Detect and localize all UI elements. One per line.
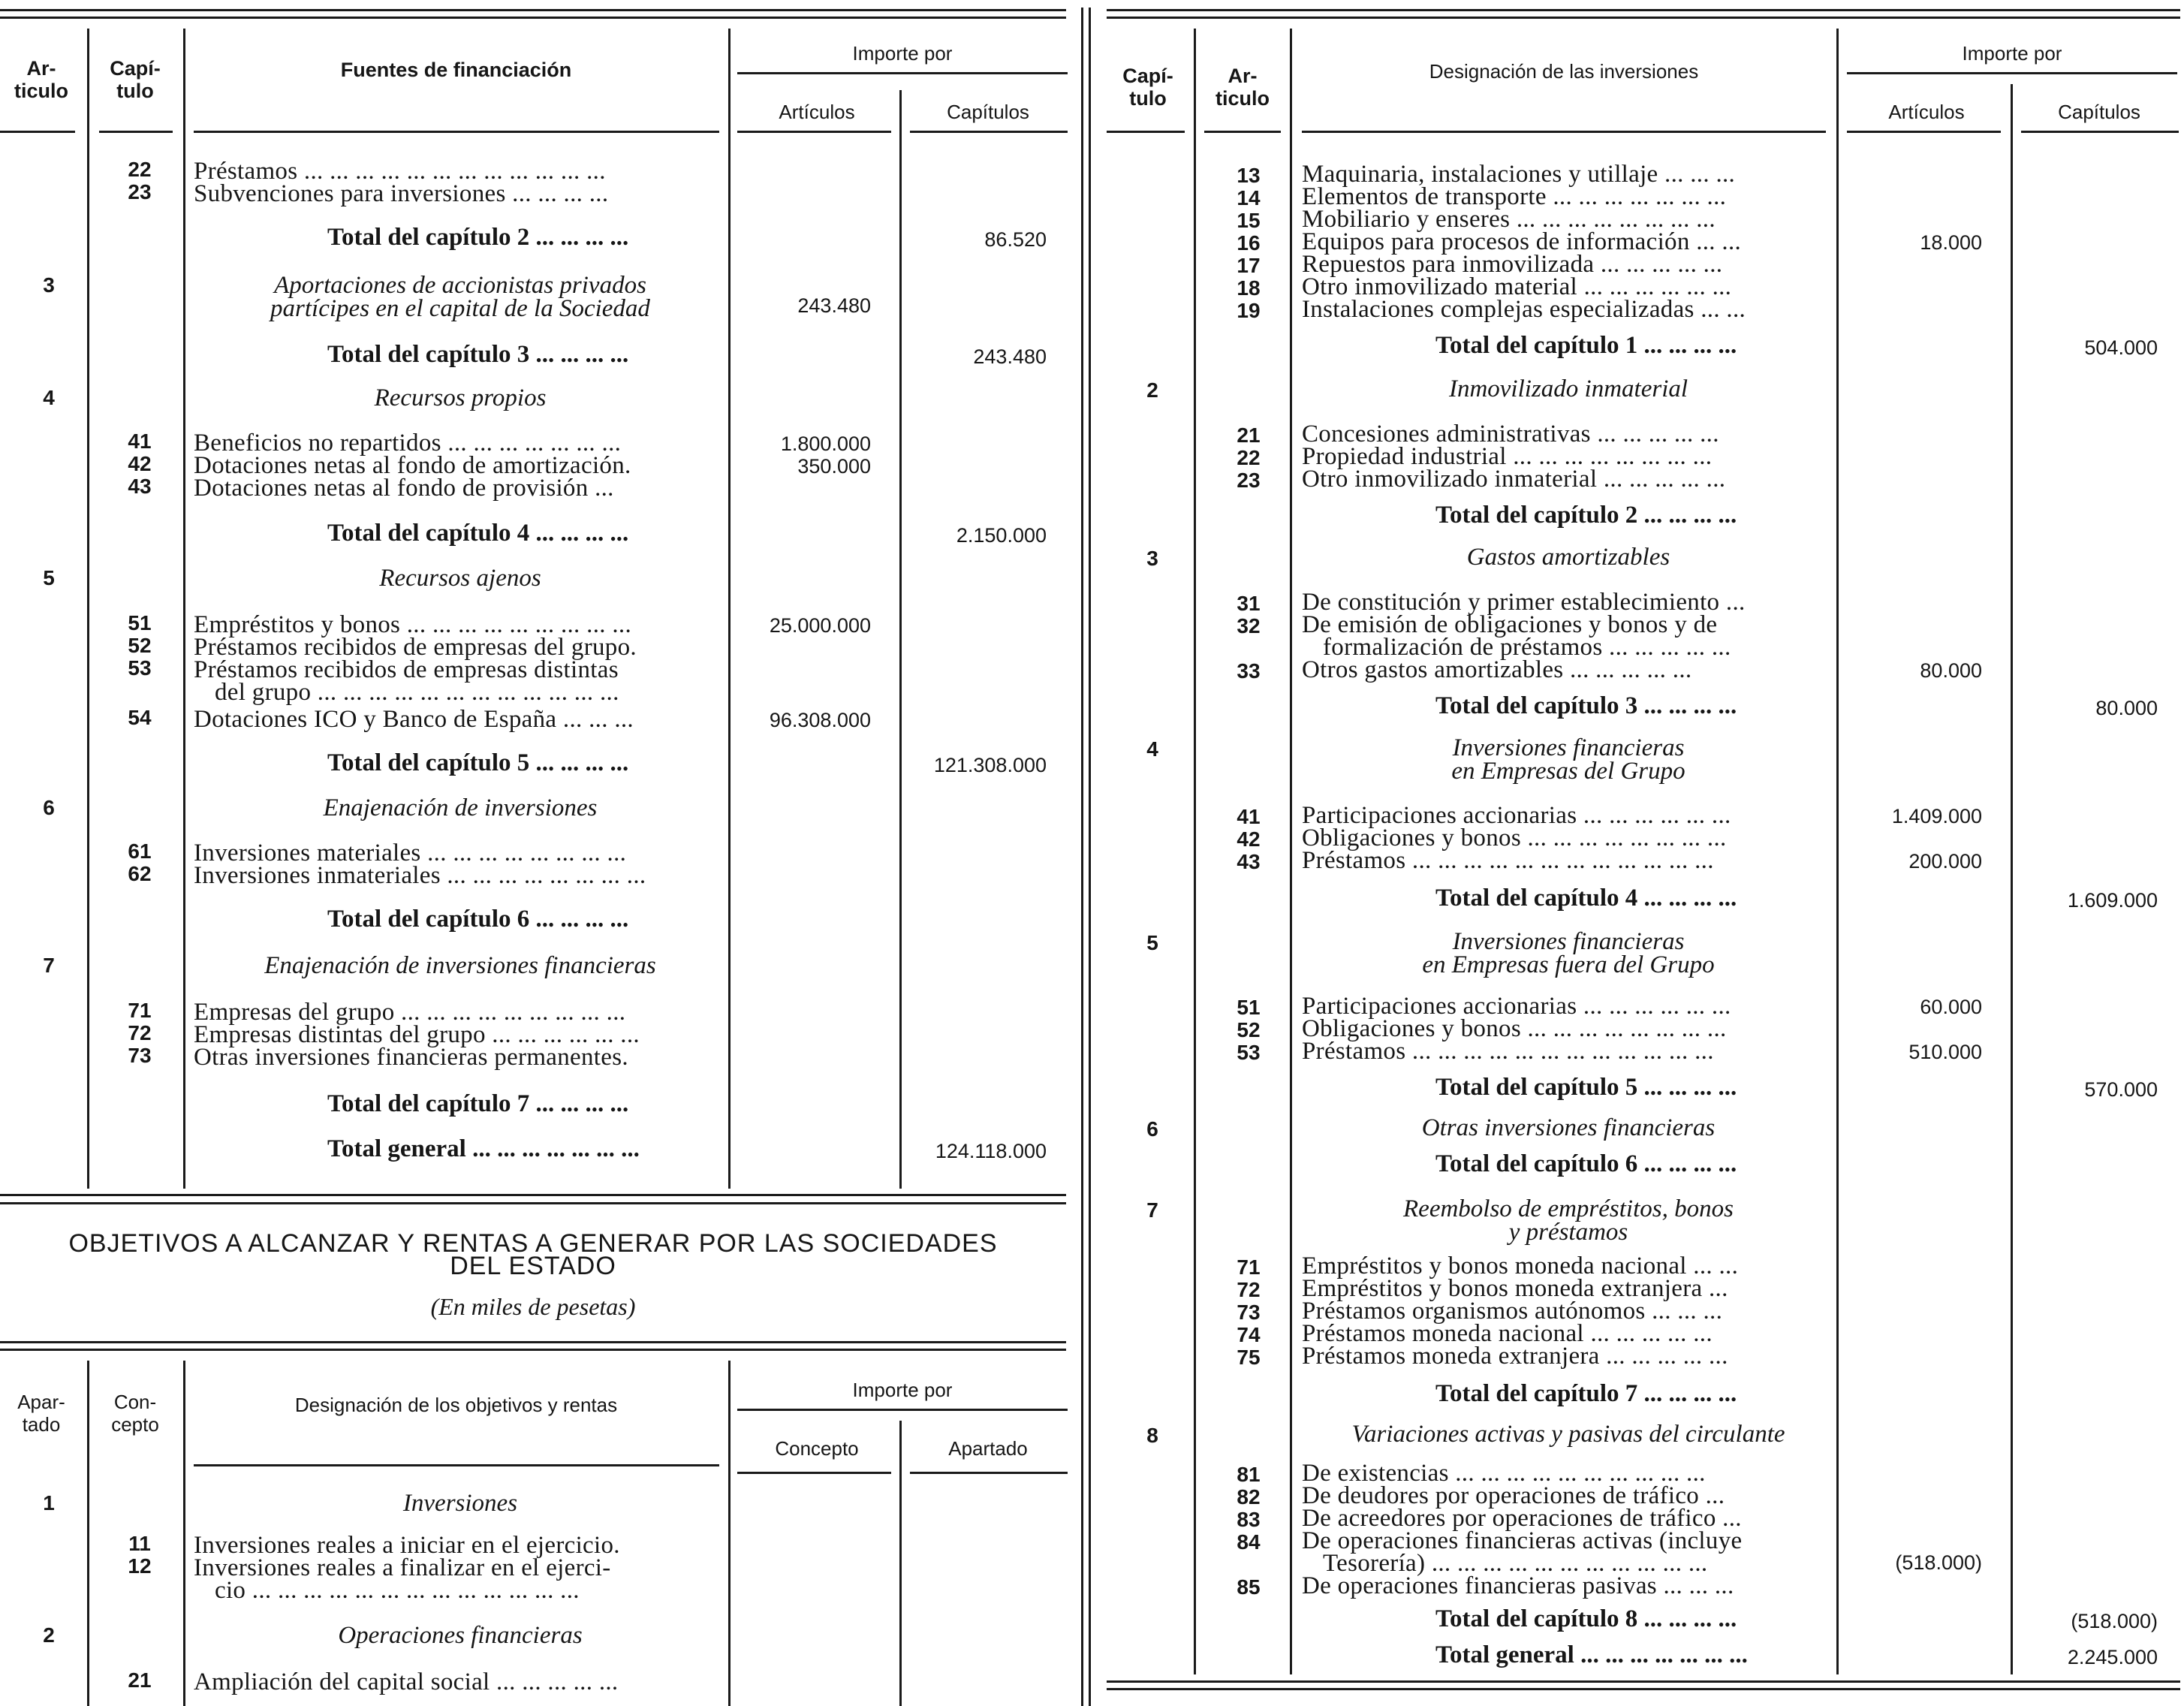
section-heading: Enajenación de inversiones <box>323 794 598 821</box>
row-text: Dotaciones ICO y Banco de España ... ... ... <box>194 706 634 733</box>
chapter-total: Total del capítulo 6 ... ... ... ... <box>1435 1150 1737 1177</box>
row-text: Participaciones accionarias ... ... ... ... ... ... <box>1302 993 1731 1020</box>
chapter-total: Total del capítulo 7 ... ... ... ... <box>327 1090 629 1117</box>
right-header-rule-e <box>2021 131 2179 133</box>
section-heading: Inmovilizado inmaterial <box>1448 375 1688 402</box>
chapter-total: Total del capítulo 4 ... ... ... ... <box>1435 885 1737 912</box>
left-col-line-1 <box>87 29 89 1189</box>
capitulo-number: 22 <box>128 158 152 181</box>
capitulo-number: 61 <box>128 839 152 863</box>
obj-hdr-apartado: Apar- tado <box>17 1391 65 1436</box>
row-text: Inversiones reales a finalizar en el ejerci- <box>194 1554 611 1581</box>
articulo-number: 81 <box>1237 1463 1261 1486</box>
chapter-total: Total del capítulo 4 ... ... ... ... <box>327 520 629 547</box>
section-heading: Otras inversiones financieras <box>1421 1114 1716 1141</box>
amount-articulo: 1.800.000 <box>780 433 871 455</box>
amount-articulo: 1.409.000 <box>1891 805 1982 827</box>
row-text: De operaciones financieras pasivas ... ... ... <box>1302 1572 1734 1599</box>
capitulo-number: 23 <box>128 180 152 203</box>
articulo-number: 4 <box>43 386 55 409</box>
capitulo-number: 4 <box>1146 737 1158 761</box>
right-hdr-designacion: Designación de las inversiones <box>1429 60 1699 83</box>
chapter-total: Total del capítulo 1 ... ... ... ... <box>1435 332 1737 359</box>
chapter-total: Total del capítulo 3 ... ... ... ... <box>327 341 629 368</box>
section-heading: Operaciones financieras <box>338 1622 583 1649</box>
row-text-cont: formalización de préstamos ... ... ... ... ... <box>1323 634 1731 661</box>
left-hdr-capitulo: Capí- tulo <box>110 57 161 102</box>
row-text: Beneficios no repartidos ... ... ... ... ... ... ... <box>194 430 622 457</box>
right-hdr-articulos: Artículos <box>1888 101 1965 123</box>
chapter-total: Total del capítulo 8 ... ... ... ... <box>1435 1605 1737 1632</box>
row-text: Otras inversiones financieras permanentes. <box>194 1044 628 1071</box>
section-heading: Recursos propios <box>374 384 547 411</box>
articulo-number: 73 <box>1237 1301 1261 1324</box>
row-text: Préstamos moneda nacional ... ... ... ... ... <box>1302 1320 1713 1347</box>
capitulo-number: 62 <box>128 862 152 885</box>
section-heading: Reembolso de empréstitos, bonos <box>1403 1195 1734 1222</box>
right-header-rule-d <box>1847 131 2001 133</box>
section-heading-cont: partícipes en el capital de la Sociedad <box>270 295 650 322</box>
top-rule-left-2 <box>0 17 1066 19</box>
right-col-line-1 <box>1194 29 1196 1674</box>
articulo-number: 14 <box>1237 186 1261 209</box>
row-text: Mobiliario y enseres ... ... ... ... ... ... ... ... <box>1302 206 1716 233</box>
obj-col-line-1 <box>87 1361 89 1706</box>
articulo-number: 15 <box>1237 209 1261 232</box>
row-text-cont: Tesorería) ... ... ... ... ... ... ... ... ... ... ... <box>1323 1550 1708 1577</box>
row-text: Préstamos recibidos de empresas del grupo. <box>194 634 637 661</box>
left-table-bottom-rule-2 <box>0 1202 1066 1204</box>
apartado-number: 2 <box>43 1623 55 1647</box>
articulo-number: 82 <box>1237 1485 1261 1509</box>
row-text: Empresas distintas del grupo ... ... ... ... ... ... <box>194 1021 640 1048</box>
amount-articulo: 96.308.000 <box>769 709 871 731</box>
amount-articulo: 200.000 <box>1908 850 1982 873</box>
amount-capitulo: 86.520 <box>984 228 1047 251</box>
obj-top-rule <box>0 1341 1066 1343</box>
row-text: Otros gastos amortizables ... ... ... ... ... <box>1302 656 1692 683</box>
section-heading-cont: y préstamos <box>1508 1219 1628 1246</box>
row-text: Maquinaria, instalaciones y utillaje ... ... ... <box>1302 161 1736 188</box>
articulo-number: 19 <box>1237 299 1261 322</box>
left-header-rule-a <box>0 131 75 133</box>
articulo-number: 43 <box>1237 850 1261 873</box>
row-text: Empréstitos y bonos ... ... ... ... ... ... ... ... ... <box>194 611 631 638</box>
articulo-number: 41 <box>1237 805 1261 828</box>
articulo-number: 16 <box>1237 231 1261 255</box>
obj-header-subrule <box>737 1409 1068 1411</box>
row-text: Instalaciones complejas especializadas ... ... <box>1302 296 1746 323</box>
capitulo-number: 6 <box>1146 1117 1158 1141</box>
obj-hdr-designacion: Designación de los objetivos y rentas <box>294 1394 618 1416</box>
row-text: Préstamos organismos autónomos ... ... ... <box>1302 1298 1723 1325</box>
capitulo-number: 8 <box>1146 1424 1158 1447</box>
chapter-total: Total del capítulo 5 ... ... ... ... <box>1435 1074 1737 1101</box>
right-hdr-importe: Importe por <box>1962 42 2062 65</box>
amount-articulo: (518.000) <box>1895 1551 1982 1574</box>
row-text: De operaciones financieras activas (incluye <box>1302 1527 1743 1554</box>
amount-capitulo: 243.480 <box>973 345 1047 368</box>
articulo-number: 85 <box>1237 1575 1261 1599</box>
right-col-line-4 <box>2011 84 2013 1674</box>
left-col-line-3 <box>728 29 731 1189</box>
row-text: De acreedores por operaciones de tráfico ... <box>1302 1505 1742 1532</box>
row-text-cont: del grupo ... ... ... ... ... ... ... ... ... ... ... ... <box>215 679 619 706</box>
left-col-line-4 <box>899 90 902 1189</box>
apartado-number: 1 <box>43 1491 55 1515</box>
right-hdr-capitulos: Capítulos <box>2058 101 2140 123</box>
articulo-number: 53 <box>1237 1041 1261 1064</box>
chapter-total: Total del capítulo 2 ... ... ... ... <box>1435 502 1737 529</box>
row-text: Obligaciones y bonos ... ... ... ... ... ... ... ... <box>1302 824 1727 851</box>
capitulo-number: 3 <box>1146 547 1158 570</box>
capitulo-number: 73 <box>128 1044 152 1067</box>
row-text: De emisión de obligaciones y bonos y de <box>1302 611 1718 638</box>
row-text-cont: cio ... ... ... ... ... ... ... ... ... ... ... ... ... <box>215 1577 580 1604</box>
obj-hdr-importe: Importe por <box>852 1379 953 1401</box>
amount-articulo: 25.000.000 <box>769 614 871 637</box>
concepto-number: 12 <box>128 1554 152 1578</box>
left-header-rule-d <box>737 131 891 133</box>
left-header-rule-b <box>99 131 173 133</box>
section-heading: Variaciones activas y pasivas del circulante <box>1351 1421 1785 1448</box>
top-rule-right-2 <box>1107 17 2180 19</box>
amount-articulo: 243.480 <box>797 294 871 317</box>
section-heading: Inversiones <box>402 1490 518 1517</box>
concepto-number: 11 <box>128 1532 151 1555</box>
amount-capitulo: 570.000 <box>2084 1078 2158 1101</box>
row-text: Préstamos moneda extranjera ... ... ... ... ... <box>1302 1343 1728 1370</box>
obj-header-rule-e <box>910 1472 1068 1474</box>
row-text: Otro inmovilizado material ... ... ... ... ... ... <box>1302 273 1732 300</box>
amount-articulo: 18.000 <box>1920 231 1982 254</box>
chapter-total: Total general ... ... ... ... ... ... ... <box>327 1135 640 1162</box>
section-heading-cont: en Empresas del Grupo <box>1451 758 1685 785</box>
chapter-total: Total general ... ... ... ... ... ... ... <box>1435 1641 1748 1668</box>
row-text: Obligaciones y bonos ... ... ... ... ... ... ... ... <box>1302 1015 1727 1042</box>
right-header-subrule <box>1847 72 2177 74</box>
right-header-rule-b <box>1204 131 1281 133</box>
row-text: Empréstitos y bonos moneda nacional ... ... <box>1302 1252 1739 1280</box>
left-hdr-fuentes: Fuentes de financiación <box>340 59 572 81</box>
articulo-number: 23 <box>1237 469 1261 492</box>
amount-articulo: 350.000 <box>797 455 871 478</box>
section-heading: Enajenación de inversiones financieras <box>264 952 656 979</box>
row-text: Propiedad industrial ... ... ... ... ... ... ... ... <box>1302 443 1713 470</box>
articulo-number: 22 <box>1237 446 1261 469</box>
capitulo-number: 7 <box>1146 1198 1158 1222</box>
articulo-number: 18 <box>1237 276 1261 300</box>
amount-capitulo: 504.000 <box>2084 336 2158 359</box>
row-text: De existencias ... ... ... ... ... ... ... ... ... ... <box>1302 1460 1706 1487</box>
amount-capitulo: 80.000 <box>2095 697 2158 719</box>
obj-col-line-4 <box>899 1421 902 1706</box>
articulo-number: 3 <box>43 273 55 297</box>
left-hdr-articulos: Artículos <box>779 101 855 123</box>
articulo-number: 72 <box>1237 1278 1261 1301</box>
row-text: De constitución y primer establecimiento ... <box>1302 589 1746 616</box>
articulo-number: 31 <box>1237 592 1261 615</box>
articulo-number: 74 <box>1237 1323 1261 1346</box>
left-table-bottom-rule <box>0 1194 1066 1196</box>
objetivos-title-1: OBJETIVOS A ALCANZAR Y RENTAS A GENERAR POR LAS SOCIEDADES <box>68 1229 998 1258</box>
right-hdr-capitulo: Capí- tulo <box>1122 65 1173 110</box>
articulo-number: 75 <box>1237 1346 1261 1369</box>
row-text: Empresas del grupo ... ... ... ... ... ... ... ... ... <box>194 999 626 1026</box>
obj-header-rule-c <box>194 1464 719 1466</box>
row-text: Otro inmovilizado inmaterial ... ... ... ... ... <box>1302 466 1726 493</box>
articulo-number: 42 <box>1237 827 1261 851</box>
amount-capitulo: (518.000) <box>2071 1610 2158 1632</box>
chapter-total: Total del capítulo 5 ... ... ... ... <box>327 749 629 776</box>
row-text: Elementos de transporte ... ... ... ... ... ... ... <box>1302 183 1727 210</box>
concepto-number: 21 <box>128 1668 152 1692</box>
capitulo-number: 42 <box>128 452 152 475</box>
articulo-number: 21 <box>1237 423 1261 447</box>
obj-col-line-3 <box>728 1361 731 1706</box>
row-text: Préstamos ... ... ... ... ... ... ... ... ... ... ... ... <box>194 158 606 185</box>
section-heading: Aportaciones de accionistas privados <box>274 272 646 299</box>
obj-hdr-concepto-col: Concepto <box>775 1437 859 1460</box>
row-text: Inversiones materiales ... ... ... ... ... ... ... ... <box>194 839 627 867</box>
capitulo-number: 52 <box>128 634 152 657</box>
left-hdr-importe: Importe por <box>852 42 953 65</box>
chapter-total: Total del capítulo 2 ... ... ... ... <box>327 224 629 251</box>
capitulo-number: 41 <box>128 430 152 453</box>
chapter-total: Total del capítulo 6 ... ... ... ... <box>327 906 629 933</box>
amount-articulo: 60.000 <box>1920 996 1982 1018</box>
amount-capitulo: 2.245.000 <box>2067 1646 2158 1668</box>
section-heading: Recursos ajenos <box>379 565 541 592</box>
row-text: Repuestos para inmovilizada ... ... ... ... ... <box>1302 251 1723 278</box>
row-text: Subvenciones para inversiones ... ... ... ... <box>194 180 609 207</box>
top-rule-right <box>1107 9 2180 11</box>
row-text: Dotaciones netas al fondo de amortización. <box>194 452 631 479</box>
page-divider <box>1081 8 1083 1706</box>
row-text: Dotaciones netas al fondo de provisión ... <box>194 475 614 502</box>
right-hdr-articulo: Ar- ticulo <box>1216 65 1270 110</box>
row-text: Ampliación del capital social ... ... ... ... ... <box>194 1668 619 1695</box>
chapter-total: Total del capítulo 3 ... ... ... ... <box>1435 692 1737 719</box>
capitulo-number: 53 <box>128 656 152 680</box>
obj-top-rule-2 <box>0 1349 1066 1351</box>
amount-capitulo: 1.609.000 <box>2067 889 2158 912</box>
row-text: Participaciones accionarias ... ... ... ... ... ... <box>1302 802 1731 829</box>
articulo-number: 84 <box>1237 1530 1261 1554</box>
right-header-rule-a <box>1107 131 1185 133</box>
capitulo-number: 71 <box>128 999 152 1022</box>
articulo-number: 17 <box>1237 254 1261 277</box>
left-header-rule-c <box>194 131 719 133</box>
amount-capitulo: 2.150.000 <box>956 524 1047 547</box>
chapter-total: Total del capítulo 7 ... ... ... ... <box>1435 1380 1737 1407</box>
obj-hdr-apartado-col: Apartado <box>948 1437 1028 1460</box>
top-rule-left <box>0 9 1066 11</box>
objetivos-title-2: DEL ESTADO <box>450 1252 616 1280</box>
articulo-number: 52 <box>1237 1018 1261 1041</box>
obj-hdr-concepto: Con- cepto <box>111 1391 159 1436</box>
section-heading: Inversiones financieras <box>1452 734 1685 761</box>
row-text: De deudores por operaciones de tráfico ... <box>1302 1482 1725 1509</box>
capitulo-number: 43 <box>128 475 152 498</box>
articulo-number: 13 <box>1237 164 1261 187</box>
articulo-number: 32 <box>1237 614 1261 637</box>
right-bottom-rule <box>1107 1680 2180 1683</box>
row-text: Inversiones inmateriales ... ... ... ... ... ... ... ... <box>194 862 646 889</box>
obj-header-rule-d <box>737 1472 891 1474</box>
right-header-rule-c <box>1302 131 1826 133</box>
left-header-rule-e <box>910 131 1068 133</box>
left-hdr-capitulos: Capítulos <box>947 101 1029 123</box>
articulo-number: 83 <box>1237 1508 1261 1531</box>
capitulo-number: 72 <box>128 1021 152 1044</box>
row-text: Préstamos ... ... ... ... ... ... ... ... ... ... ... ... <box>1302 1038 1714 1065</box>
row-text: Préstamos ... ... ... ... ... ... ... ... ... ... ... ... <box>1302 847 1714 874</box>
capitulo-number: 2 <box>1146 378 1158 402</box>
articulo-number: 7 <box>43 954 55 977</box>
row-text: Inversiones reales a iniciar en el ejercicio. <box>194 1532 620 1559</box>
amount-articulo: 510.000 <box>1908 1041 1982 1063</box>
left-header-subrule <box>737 72 1068 74</box>
capitulo-number: 51 <box>128 611 152 634</box>
articulo-number: 6 <box>43 796 55 819</box>
page-divider-2 <box>1089 8 1091 1706</box>
articulo-number: 71 <box>1237 1255 1261 1279</box>
row-text: Equipos para procesos de información ... ... <box>1302 228 1742 255</box>
articulo-number: 5 <box>43 566 55 589</box>
right-bottom-rule-2 <box>1107 1688 2180 1690</box>
capitulo-number: 54 <box>128 706 152 729</box>
left-hdr-articulo: Ar- ticulo <box>14 57 68 102</box>
articulo-number: 33 <box>1237 659 1261 683</box>
section-heading: Inversiones financieras <box>1452 928 1685 955</box>
row-text: Préstamos recibidos de empresas distintas <box>194 656 619 683</box>
row-text: Empréstitos y bonos moneda extranjera ... <box>1302 1275 1728 1302</box>
row-text: Concesiones administrativas ... ... ... ... ... <box>1302 420 1719 448</box>
amount-capitulo: 121.308.000 <box>933 754 1047 776</box>
section-heading-cont: en Empresas fuera del Grupo <box>1422 951 1715 978</box>
capitulo-number: 5 <box>1146 931 1158 954</box>
section-heading: Gastos amortizables <box>1466 544 1670 571</box>
amount-capitulo: 124.118.000 <box>935 1140 1047 1162</box>
amount-articulo: 80.000 <box>1920 659 1982 682</box>
articulo-number: 51 <box>1237 996 1261 1019</box>
objetivos-subtitle: (En miles de pesetas) <box>430 1293 636 1320</box>
